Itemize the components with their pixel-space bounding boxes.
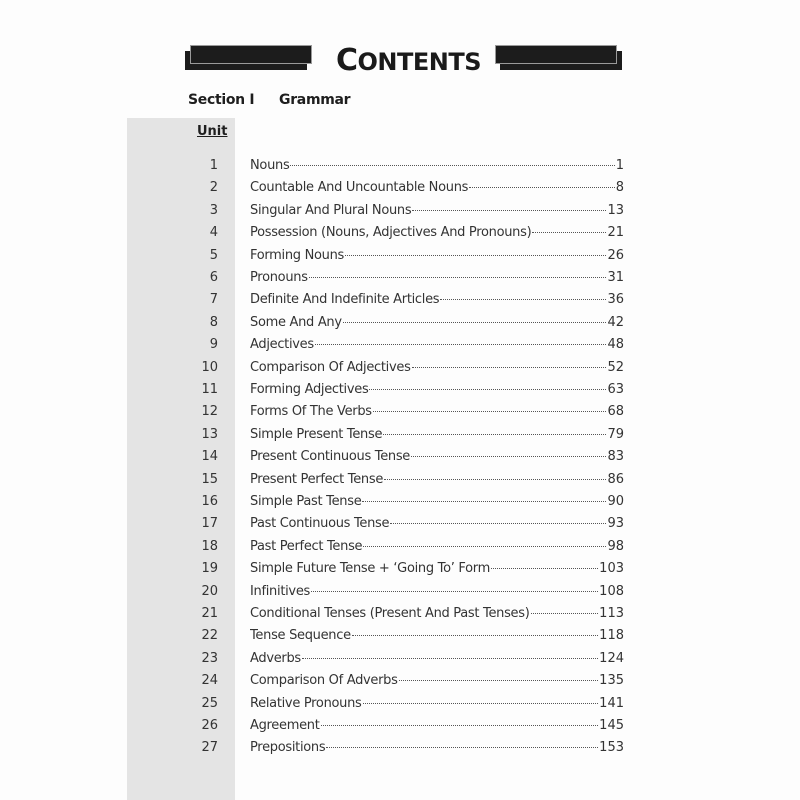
toc-entry[interactable] [0,401,800,423]
section-name: Grammar [279,92,351,108]
toc-entry[interactable] [0,491,800,513]
entry-line [250,379,624,401]
entry-title: Adjectives [250,337,314,353]
toc-entry[interactable] [0,469,800,491]
unit-number: 21 [201,606,218,621]
dot-leader [399,680,599,681]
entry-title: Some And Any [250,314,342,330]
entry-line [250,245,624,267]
entry-title: Comparison Of Adverbs [250,673,398,689]
unit-number: 12 [201,404,218,420]
unit-number: 10 [201,359,218,375]
entry-line [250,334,624,356]
toc-entry[interactable] [0,155,800,177]
dot-leader [532,232,606,233]
entry-line [250,446,624,468]
unit-number: 11 [201,382,218,397]
entry-title: Possession (Nouns, Adjectives And Pronouns) [250,225,532,241]
entry-title: Comparison Of Adjectives [250,359,411,375]
entry-title: Adverbs [250,650,301,666]
dot-leader [373,411,607,412]
toc-entry[interactable] [0,737,800,759]
entry-title: Relative Pronouns [250,695,362,711]
toc-entry[interactable] [0,603,800,625]
toc-entry[interactable] [0,200,800,222]
unit-number: 3 [209,202,218,218]
dot-leader [440,299,606,300]
entry-title: Forming Adjectives [250,382,369,397]
unit-number: 25 [201,695,218,711]
unit-number: 13 [201,426,218,442]
entry-line [250,424,624,446]
entry-line [250,267,624,289]
entry-title: Simple Present Tense [250,426,383,442]
dot-leader [345,255,606,256]
entry-title: Simple Past Tense [250,494,362,509]
entry-line [250,289,624,311]
dot-leader [363,546,606,547]
toc-entry[interactable] [0,379,800,401]
dot-leader [412,367,607,368]
entry-line [250,357,624,379]
title-decoration-right [495,45,617,64]
toc-entry[interactable] [0,267,800,289]
entry-line [250,536,624,558]
toc-entry[interactable] [0,245,800,267]
entry-title: Past Continuous Tense [250,516,390,532]
page-number: 90 [607,494,624,509]
entry-line [250,625,624,647]
toc-entry[interactable] [0,513,800,535]
entry-title: Countable And Uncountable Nouns [250,180,469,196]
entry-title: Present Continuous Tense [250,449,411,465]
dot-leader [383,434,606,435]
page-number: 26 [607,247,624,263]
entry-title: Pronouns [250,270,308,285]
entry-line [250,491,624,513]
unit-number: 20 [201,583,218,599]
page-number: 48 [607,337,624,353]
unit-number: 23 [201,650,218,666]
dot-leader [491,568,598,569]
entry-title: Infinitives [250,583,310,599]
toc-entry[interactable] [0,715,800,737]
page-number: 8 [615,180,624,196]
entry-line [250,670,624,692]
dot-leader [412,210,606,211]
unit-number: 19 [201,561,218,577]
unit-number: 16 [201,494,218,509]
entry-title: Prepositions [250,740,326,756]
page-number: 83 [607,449,624,465]
unit-number: 26 [201,718,218,733]
toc-entry[interactable] [0,222,800,244]
page-number: 21 [607,225,624,241]
toc-entry[interactable] [0,312,800,334]
section-heading [188,92,351,108]
page-number: 141 [599,695,624,711]
page-number: 93 [607,516,624,532]
entry-title: Forms Of The Verbs [250,404,372,420]
entry-title: Simple Future Tense + ‘Going To’ Form [250,561,490,577]
page-number: 68 [607,404,624,420]
entry-title: Past Perfect Tense [250,538,363,554]
entry-line [250,558,624,580]
entry-line [250,200,624,222]
dot-leader [302,658,598,659]
dot-leader [390,523,606,524]
toc-entry[interactable] [0,581,800,603]
dot-leader [315,344,607,345]
toc-entry[interactable] [0,424,800,446]
decoration-bar [190,45,312,64]
page-title [336,40,482,83]
page-number: 108 [599,583,624,599]
unit-number: 2 [209,180,218,196]
dot-leader [362,501,606,502]
toc-entry[interactable] [0,357,800,379]
entry-line [250,222,624,244]
toc-entry[interactable] [0,536,800,558]
entry-title: Tense Sequence [250,628,351,644]
toc-entry[interactable] [0,625,800,647]
entry-line [250,312,624,334]
unit-number: 27 [201,740,218,756]
dot-leader [311,591,598,592]
dot-leader [411,456,606,457]
unit-number: 22 [201,628,218,644]
entry-line [250,513,624,535]
entry-line [250,603,624,625]
entry-title: Forming Nouns [250,247,345,263]
title-decoration-left [190,45,312,64]
toc-entry[interactable] [0,334,800,356]
page-number: 124 [599,650,624,666]
decoration-bar [495,45,617,64]
dot-leader [326,747,598,748]
entry-line [250,648,624,670]
entry-line [250,155,624,177]
entry-line [250,737,624,759]
page-number: 13 [607,202,624,218]
dot-leader [469,187,615,188]
dot-leader [343,322,607,323]
toc-entry[interactable] [0,558,800,580]
toc-entry[interactable] [0,446,800,468]
unit-number: 7 [209,292,218,308]
toc-entry[interactable] [0,648,800,670]
unit-number: 18 [201,538,218,554]
dot-leader [321,725,599,726]
entry-line [250,177,624,199]
unit-number: 24 [201,673,218,689]
page-number: 1 [615,158,624,173]
page-number: 145 [599,718,624,733]
entry-line [250,469,624,491]
unit-number: 14 [201,449,218,465]
entry-line [250,693,624,715]
page-number: 63 [607,382,624,397]
toc-entry[interactable] [0,289,800,311]
page-number: 31 [607,270,624,285]
dot-leader [363,703,599,704]
unit-number: 8 [209,314,218,330]
page-number: 98 [607,538,624,554]
page-number: 86 [607,471,624,487]
dot-leader [290,165,614,166]
page-number: 52 [607,359,624,375]
unit-number: 15 [201,471,218,487]
page-number: 36 [607,292,624,308]
dot-leader [309,277,607,278]
title-initial: C [336,43,358,78]
page-number: 113 [599,606,624,621]
dot-leader [369,389,606,390]
unit-number: 6 [209,270,218,285]
unit-number: 9 [209,337,218,353]
entry-title: Definite And Indefinite Articles [250,292,440,308]
section-label: Section I [188,92,255,108]
unit-number: 17 [201,516,218,532]
dot-leader [384,479,606,480]
unit-number: 5 [209,247,218,263]
entry-line [250,581,624,603]
unit-number: 1 [209,158,218,173]
page-number: 42 [607,314,624,330]
entry-title: Conditional Tenses (Present And Past Tenses) [250,606,530,621]
page-number: 153 [599,740,624,756]
entry-title: Nouns [250,158,290,173]
dot-leader [531,613,599,614]
entry-line [250,715,624,737]
entry-title: Present Perfect Tense [250,471,384,487]
page-number: 103 [599,561,624,577]
page-number: 118 [599,628,624,644]
dot-leader [352,635,598,636]
toc-entry[interactable] [0,670,800,692]
toc-entry[interactable] [0,693,800,715]
entry-line [250,401,624,423]
title-rest: ONTENTS [357,48,482,76]
page-number: 79 [607,426,624,442]
unit-column-header: Unit [197,124,228,139]
unit-number: 4 [209,225,218,241]
toc-entry[interactable] [0,177,800,199]
page-number: 135 [599,673,624,689]
entry-title: Singular And Plural Nouns [250,202,412,218]
entry-title: Agreement [250,718,320,733]
